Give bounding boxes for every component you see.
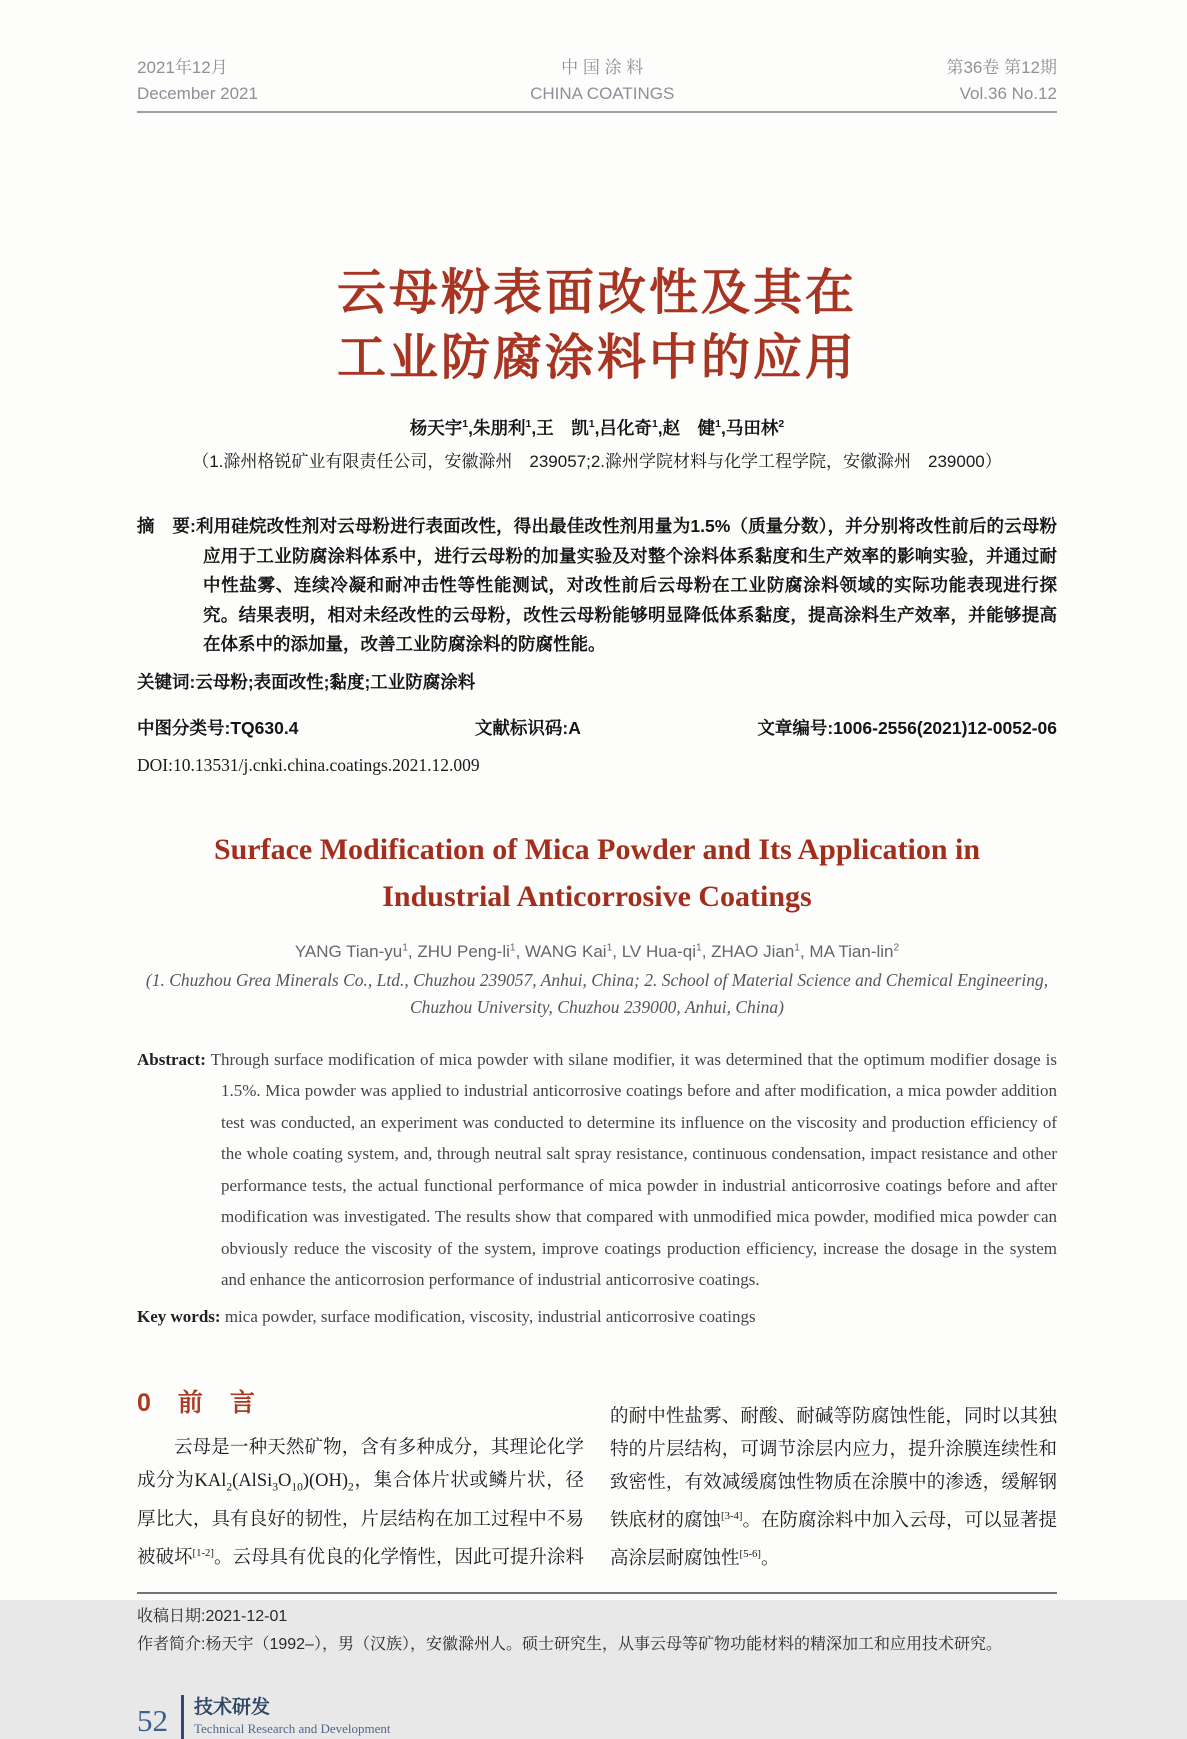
header-issue-cn: 第36卷 第12期 [946, 58, 1057, 77]
article-title-cn [137, 261, 1057, 391]
page-footer [137, 1695, 1057, 1739]
header-issue-en: Vol.36 No.12 [959, 84, 1057, 103]
classification-row [137, 715, 1057, 740]
received-date: 收稿日期:2021-12-01 [137, 1607, 288, 1625]
journal-name-en: CHINA COATINGS [530, 84, 675, 103]
document-code: 文献标识码:A [474, 717, 581, 738]
footer-section-en: Technical Research and Development [194, 1720, 391, 1736]
footer-section-cn: 技术研发 [194, 1696, 271, 1718]
section-0-heading: 0 前 言 [137, 1388, 256, 1417]
keywords-en-label: Key words: [137, 1306, 221, 1326]
affiliation-en-line2: Chuzhou University, Chuzhou 239000, Anhui, China) [410, 996, 784, 1017]
keywords-cn [137, 669, 1057, 694]
header-issue [946, 55, 1057, 107]
article-title-cn-line2: 工业防腐涂料中的应用 [336, 331, 857, 385]
article-id: 文章编号:1006-2556(2021)12-0052-06 [757, 717, 1057, 738]
authors-en: YANG Tian-$yu^1$, ZHU Peng-$li^1$, WANG Kai$^1$, LV Hua-$qi^1$, ZHAO Jian$^1$, MA Tian-lin$^2$ [294, 941, 900, 961]
header-date-cn: 2021年12月 [137, 58, 228, 77]
keywords-cn-text: 云母粉;表面改性;黏度;工业防腐涂料 [195, 671, 476, 692]
abstract-cn-text: 利用硅烷改性剂对云母粉进行表面改性，得出最佳改性剂用量为1.5%（质量分数），并分别将改性前后的云母粉应用于工业防腐涂料体系中，进行云母粉的加量实验及对整个涂料体系黏度和生产效率的影响实验，并通过耐中性盐雾、连续冷凝和耐冲击性等性能测试，对改性前后云母粉在工业防腐涂料领域的实际功能表现进行探究。结果表明，相对未经改性的云母粉，改性云母粉能够明显降低体系黏度，提高涂料生产效率，并能够提高在体系中的添加量，改善工业防腐涂料的防腐性能。 [195, 516, 1058, 654]
body-paragraph-left: 云母是一种天然矿物，含有多种成分，其理论化学成分为$KAl_2(AlSi_3O_{10})(OH)_2$，集合体片状或鳞片状，径厚比大，具有良好的韧性，片层结构在加工过程中不易被破坏[1-2]。云母具有优良的化学惰性，因此可提升涂料 [137, 1437, 584, 1569]
header-date-en: December 2021 [137, 84, 258, 103]
affiliation-en [137, 967, 1057, 1021]
keywords-cn-label: 关键词: [137, 671, 196, 692]
article-title-cn-line1: 云母粉表面改性及其在 [336, 266, 857, 320]
right-column [610, 1387, 1057, 1576]
abstract-en [137, 1044, 1057, 1296]
affiliation-cn: （1.滁州格锐矿业有限责任公司，安徽滁州 239057;2.滁州学院材料与化学工程学院，安徽滁州 239000） [192, 452, 1002, 471]
journal-name-cn: 中 国 涂 料 [561, 58, 644, 77]
authors-cn: 杨天宇$^1$,朱朋利$^1$,王 凯$^1$,吕化奇$^1$,赵 健$^1$,马田林$^2$ [409, 418, 785, 438]
body-paragraph-right: 的耐中性盐雾、耐酸、耐碱等防腐蚀性能，同时以其独特的片层结构，可调节涂层内应力，提升涂膜连续性和致密性，有效减缓腐蚀性物质在涂膜中的渗透，缓解钢铁底材的腐蚀[3-4]。在防腐涂料中加入云母，可以显著提高涂层耐腐蚀性[5-6]。 [610, 1406, 1057, 1569]
clc-number: 中图分类号:TQ630.4 [137, 717, 299, 738]
footnote [137, 1592, 1057, 1659]
keywords-en-text: mica powder, surface modification, viscosity, industrial anticorrosive coatings [220, 1306, 756, 1326]
header-journal-name [530, 55, 674, 107]
journal-header [137, 55, 1057, 113]
author-bio: 作者简介:杨天宇（1992–），男（汉族），安徽滁州人。硕士研究生，从事云母等矿物功能材料的精深加工和应用技术研究。 [137, 1635, 1002, 1653]
footer-section [194, 1696, 391, 1738]
article-title-en-line1: Surface Modification of Mica Powder and Its Application in [213, 832, 981, 866]
footer-divider [181, 1695, 184, 1739]
abstract-cn [137, 512, 1057, 660]
header-date [137, 55, 258, 107]
doi: DOI:10.13531/j.cnki.china.coatings.2021.12.009 [137, 754, 480, 775]
abstract-en-text: Through surface modification of mica powder with silane modifier, it was determined that the optimum modifier dosage is 1.5%. Mica powder was applied to industrial anticorrosive coatings before and after modification, a mica powder addition test was conducted, an experiment was conducted to determine its influence on the viscosity and production efficiency of the whole coating system, and, through neutral salt spray resistance, continuous condensation, impact resistance and other performance tests, the actual functional performance of mica powder in industrial anticorrosive coatings before and after modification was investigated. The results show that compared with unmodified mica powder, modified mica powder can obviously reduce the viscosity of the system, improve coatings production efficiency, increase the dosage in the system and enhance the anticorrosion performance of industrial anticorrosive coatings. [205, 1049, 1057, 1289]
affiliation-en-line1: (1. Chuzhou Grea Minerals Co., Ltd., Chuzhou 239057, Anhui, China; 2. School of Material Science and Chemical Engineering, [145, 969, 1049, 990]
body-columns [137, 1387, 1057, 1576]
abstract-cn-label: 摘 要: [137, 516, 196, 536]
abstract-en-label: Abstract: [137, 1049, 206, 1069]
article-title-en [137, 826, 1057, 920]
keywords-en [137, 1307, 1057, 1327]
article-title-en-line2: Industrial Anticorrosive Coatings [382, 879, 812, 913]
left-column [137, 1387, 584, 1576]
page-number: 52 [137, 1702, 168, 1738]
